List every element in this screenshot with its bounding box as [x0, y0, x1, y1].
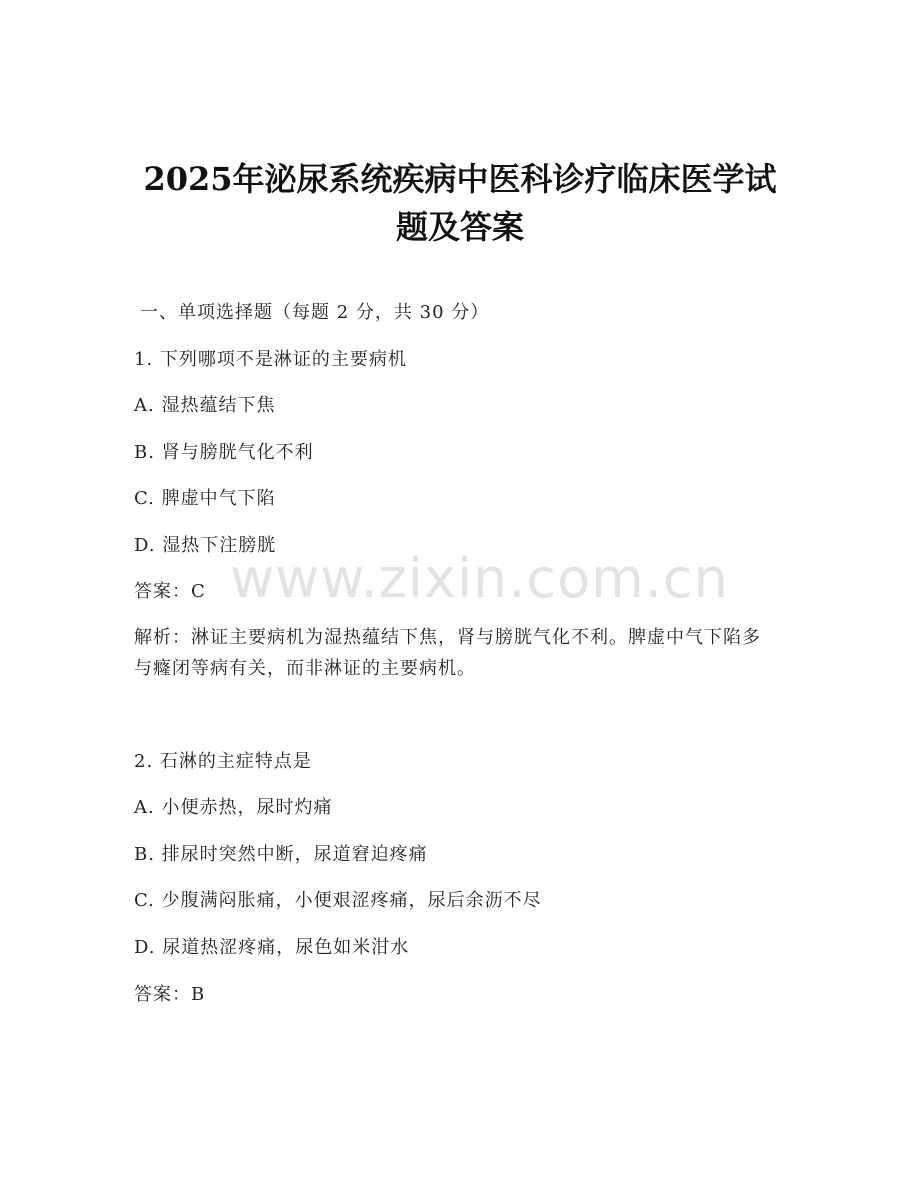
option-d: D. 尿道热涩疼痛，尿色如米泔水 — [134, 937, 410, 958]
answer: 答案：C — [134, 581, 206, 602]
option-c: C. 脾虚中气下陷 — [134, 488, 276, 509]
answer: 答案：B — [134, 984, 206, 1005]
option-a: A. 小便赤热，尿时灼痛 — [134, 797, 333, 818]
question-stem: 2. 石淋的主症特点是 — [134, 751, 312, 772]
option-c: C. 少腹满闷胀痛，小便艰涩疼痛，尿后余沥不尽 — [134, 890, 542, 911]
title-line-1: 2025年泌尿系统疾病中医科诊疗临床医学试 — [143, 160, 777, 198]
title-line-2: 题及答案 — [395, 208, 524, 246]
option-a: A. 湿热蕴结下焦 — [134, 395, 276, 416]
option-b: B. 排尿时突然中断，尿道窘迫疼痛 — [134, 844, 428, 865]
watermark: www.zixin.com.cn — [230, 547, 729, 610]
section-heading: 一、单项选择题（每题 2 分，共 30 分） — [140, 302, 490, 323]
option-d: D. 湿热下注膀胱 — [134, 535, 277, 556]
explanation: 解析：淋证主要病机为湿热蕴结下焦，肾与膀胱气化不利。脾虚中气下陷多与癃闭等病有关，而非淋证的主要病机。 — [134, 627, 761, 679]
question-stem: 1. 下列哪项不是淋证的主要病机 — [134, 349, 407, 370]
option-b: B. 肾与膀胱气化不利 — [134, 442, 314, 463]
